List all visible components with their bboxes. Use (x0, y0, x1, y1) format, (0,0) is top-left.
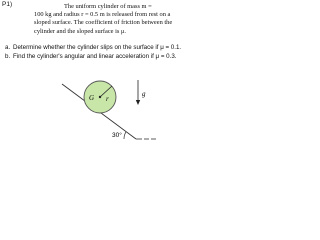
center-label: G (89, 94, 95, 102)
gravity-arrowhead (136, 100, 140, 105)
angle-arc (124, 132, 126, 139)
statement-line: sloped surface. The coefficient of friction between the (34, 19, 173, 27)
problem-label: P1) (2, 1, 13, 8)
statement-line: 100 kg and radius r = 0.5 m is released from rest on a (34, 11, 171, 19)
statement-line: cylinder and the sloped surface is μ. (34, 27, 126, 35)
gravity-label: g (142, 90, 146, 98)
statement-line: The uniform cylinder of mass m = (64, 3, 152, 10)
angle-label: 30° (112, 132, 122, 139)
question-text: Determine whether the cylinder slips on the surface if μ = 0.1. (13, 44, 182, 51)
radius-label: r (106, 95, 109, 103)
question-key: a. (5, 44, 11, 51)
question-text: Find the cylinder's angular and linear acceleration if μ = 0.3. (13, 53, 177, 60)
cylinder-diagram (0, 0, 200, 154)
question-key: b. (5, 53, 11, 60)
